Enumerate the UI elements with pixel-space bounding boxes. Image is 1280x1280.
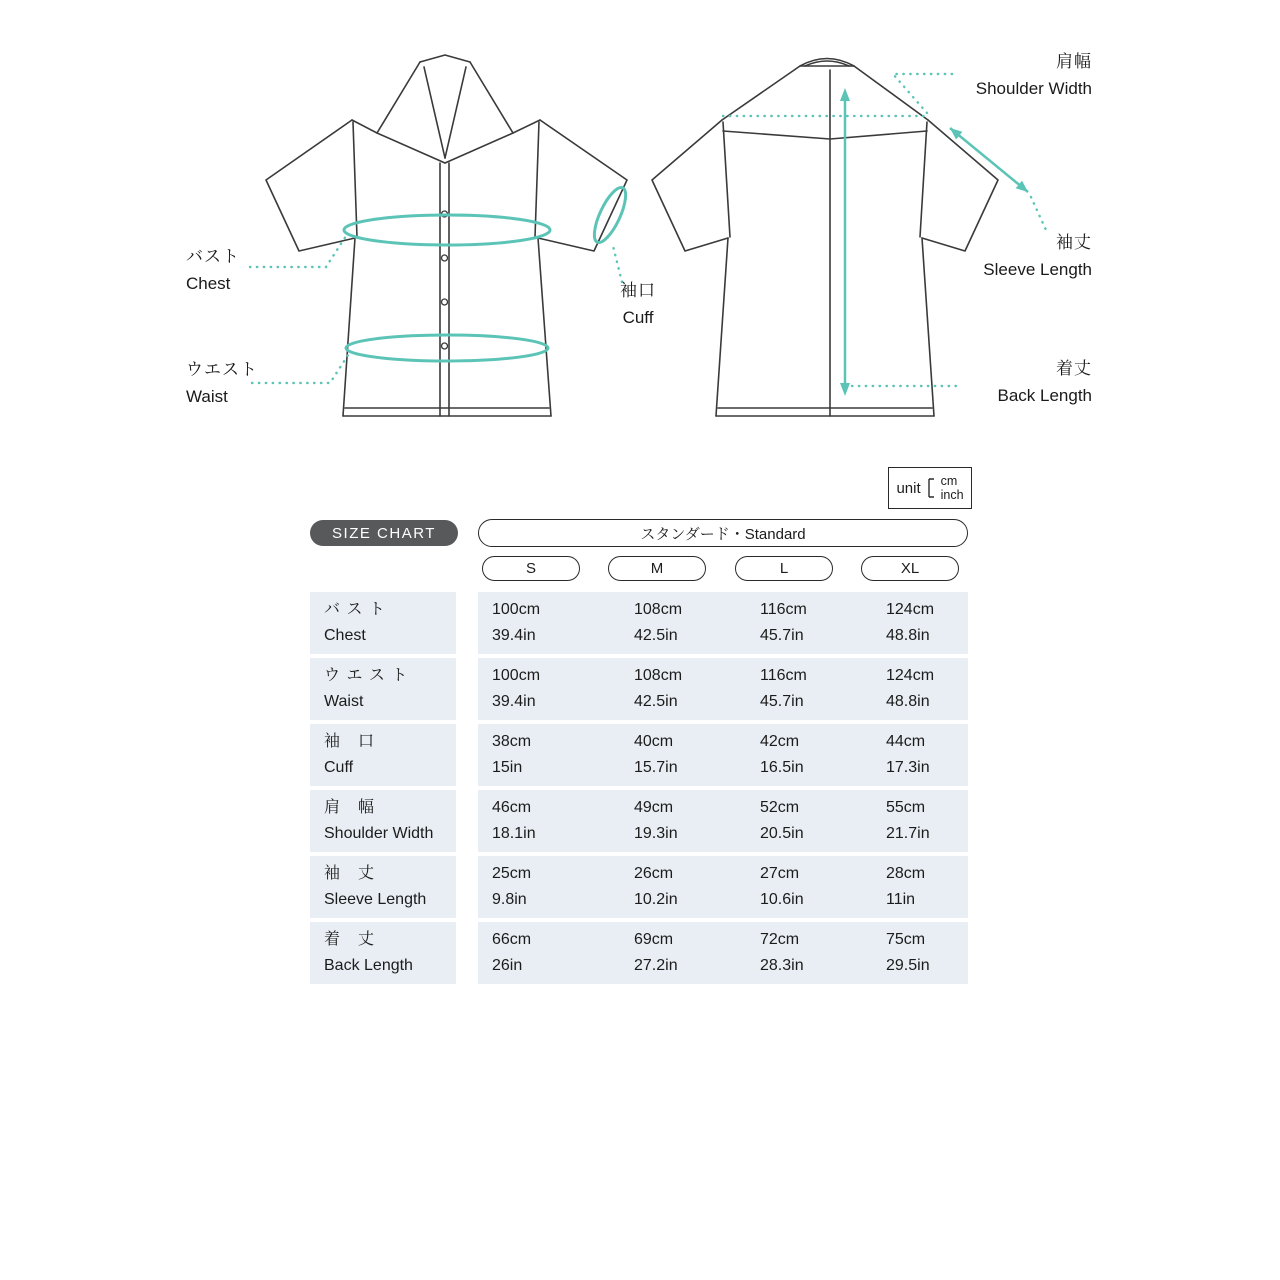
sleeve-leader-line [1031, 197, 1046, 230]
back-length-label-en: Back Length [997, 386, 1092, 405]
cell-value: 40cm 15.7in [634, 733, 678, 776]
cuff-leader-line [612, 242, 622, 282]
row-data [478, 658, 968, 720]
row-label [310, 658, 456, 720]
cell-value: 100cm 39.4in [492, 601, 541, 644]
sleeve-length-arrow [950, 128, 1028, 192]
waist-label-ja: ウエスト [186, 360, 258, 379]
cell-value: 100cm 39.4in [492, 667, 541, 710]
size-pill-s: S [482, 556, 580, 581]
cell-value: 116cm 45.7in [760, 601, 807, 644]
shoulder-leader-line [893, 74, 956, 113]
row-data [478, 592, 968, 654]
standard-header: スタンダード・Standard [478, 519, 968, 547]
cuff-label-en: Cuff [622, 308, 654, 327]
row-label-en: Waist [324, 693, 364, 710]
sleeve-length-label-ja: 袖丈 [1056, 233, 1092, 252]
cell-value: 72cm 28.3in [760, 931, 804, 974]
cell-value: 25cm 9.8in [492, 865, 532, 908]
cell-value: 42cm 16.5in [760, 733, 804, 776]
cell-value: 116cm 45.7in [760, 667, 807, 710]
waist-label [186, 356, 258, 410]
shoulder-width-label [952, 48, 1092, 102]
cell-value: 44cm 17.3in [886, 733, 930, 776]
size-pill-m: M [608, 556, 706, 581]
row-label-ja: ウ エ ス ト [324, 667, 409, 684]
cell-value: 38cm 15in [492, 733, 532, 776]
unit-box [888, 467, 972, 509]
cell-value: 124cm 48.8in [886, 667, 935, 710]
sleeve-length-label [952, 229, 1092, 283]
cell-value: 124cm 48.8in [886, 601, 935, 644]
cell-value: 66cm 26in [492, 931, 532, 974]
cell-value: 52cm 20.5in [760, 799, 804, 842]
row-label-en: Cuff [324, 759, 354, 776]
cell-value: 28cm 11in [886, 865, 926, 908]
cell-value: 46cm 18.1in [492, 799, 536, 842]
unit-inch: inch [940, 488, 964, 502]
size-chart-badge: SIZE CHART [310, 520, 458, 546]
cell-value: 75cm 29.5in [886, 931, 930, 974]
waist-label-en: Waist [186, 387, 228, 406]
size-pill-l: L [735, 556, 833, 581]
cell-value: 55cm 21.7in [886, 799, 930, 842]
cell-value: 27cm 10.6in [760, 865, 804, 908]
row-label [310, 592, 456, 654]
row-label-ja: 袖 口 [324, 733, 376, 750]
sleeve-length-label-en: Sleeve Length [983, 260, 1092, 279]
row-data [478, 790, 968, 852]
row-data [478, 724, 968, 786]
back-length-label [952, 355, 1092, 409]
chest-label [186, 243, 240, 297]
row-label [310, 724, 456, 786]
back-length-label-ja: 着丈 [1056, 359, 1092, 378]
row-label [310, 790, 456, 852]
row-label-ja: 肩 幅 [324, 799, 376, 816]
chest-label-ja: バスト [186, 247, 240, 266]
row-label [310, 856, 456, 918]
unit-bracket-icon [926, 474, 936, 502]
row-label-ja: 袖 丈 [324, 865, 376, 882]
shoulder-width-label-en: Shoulder Width [975, 79, 1092, 98]
cell-value: 69cm 27.2in [634, 931, 678, 974]
cell-value: 108cm 42.5in [634, 601, 683, 644]
unit-values [941, 474, 964, 502]
unit-label: unit [896, 479, 921, 497]
cell-value: 26cm 10.2in [634, 865, 678, 908]
shoulder-width-label-ja: 肩幅 [1056, 52, 1092, 71]
unit-cm: cm [940, 474, 958, 488]
cell-value: 49cm 19.3in [634, 799, 678, 842]
waist-leader-line [252, 352, 350, 383]
row-label-ja: 着 丈 [324, 931, 376, 948]
row-data [478, 856, 968, 918]
row-label-en: Chest [324, 627, 366, 644]
row-label-ja: バ ス ト [324, 601, 386, 618]
row-data [478, 922, 968, 984]
row-label-en: Sleeve Length [324, 891, 427, 908]
row-label [310, 922, 456, 984]
shirt-back-drawing [652, 59, 998, 417]
chest-leader-line [250, 236, 346, 267]
chest-label-en: Chest [186, 274, 231, 293]
cell-value: 108cm 42.5in [634, 667, 683, 710]
cuff-label-ja: 袖口 [620, 281, 656, 300]
row-label-en: Shoulder Width [324, 825, 434, 842]
row-label-en: Back Length [324, 957, 413, 974]
chest-measure-ellipse [344, 215, 550, 245]
size-pill-xl: XL [861, 556, 959, 581]
cuff-label [598, 277, 678, 331]
